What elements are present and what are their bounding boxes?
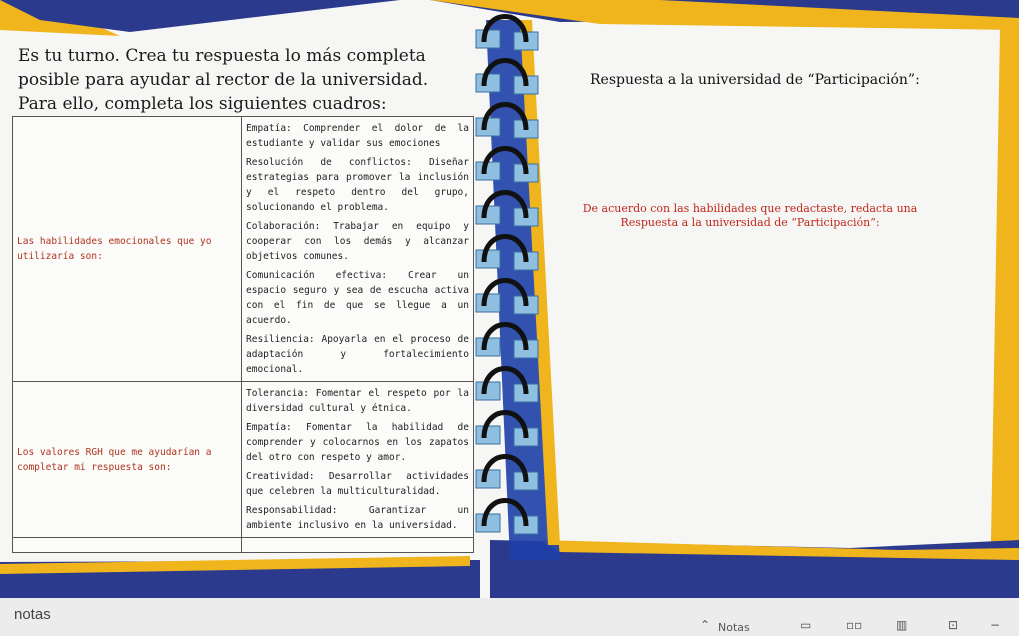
empty-cell[interactable] <box>13 538 242 553</box>
binder-ring <box>476 281 538 315</box>
binder-ring <box>476 413 538 447</box>
status-bar <box>0 598 1019 636</box>
list-item: Resolución de conflictos: Diseñar estrategias para promover la inclusión y el respeto dentro del grupo, solucionando el problema. <box>246 157 469 213</box>
values-question-cell: Los valores RGH que me ayudarían a completar mi respuesta son: <box>13 382 242 538</box>
list-item: Colaboración: Trabajar en equipo y cooperar con los demás y alcanzar objetivos comunes. <box>246 221 469 262</box>
binder-ring <box>476 237 538 271</box>
chevron-up-icon[interactable]: ⌃ <box>700 618 711 632</box>
table-row <box>13 382 474 538</box>
reading-view-icon[interactable]: ▥ <box>896 618 908 632</box>
list-item: Responsabilidad: Garantizar un ambiente inclusivo en la universidad. <box>246 505 469 531</box>
binder-ring <box>476 105 538 139</box>
binder-ring <box>476 61 538 95</box>
binder-ring <box>476 501 538 535</box>
list-item: Tolerancia: Fomentar el respeto por la diversidad cultural y étnica. <box>246 388 469 414</box>
notes-pane-label[interactable]: notas <box>14 606 51 623</box>
list-item: Empatía: Comprender el dolor de la estudiante y validar sus emociones <box>246 123 469 149</box>
binder-ring <box>476 457 538 491</box>
table-row <box>13 117 474 382</box>
skills-question-cell: Las habilidades emocionales que yo utilizaría son: <box>13 117 242 382</box>
binder-ring <box>476 193 538 227</box>
binder-ring <box>476 17 538 51</box>
empty-cell[interactable] <box>242 538 474 553</box>
binder-rings <box>470 0 560 560</box>
binder-ring <box>476 325 538 359</box>
gold-band-right <box>990 25 1019 598</box>
binder-ring <box>476 149 538 183</box>
notes-button[interactable]: Notas <box>718 621 750 634</box>
list-item: Resiliencia: Apoyarla en el proceso de adaptación y fortalecimiento emocional. <box>246 334 469 375</box>
table-row <box>13 538 474 553</box>
list-item: Comunicación efectiva: Crear un espacio seguro y sea de escucha activa con el fin de que se llegue a un acuerdo. <box>246 270 469 326</box>
response-title: Respuesta a la universidad de “Participación”: <box>590 72 920 88</box>
slide-sorter-icon[interactable]: ▫▫ <box>846 618 863 632</box>
list-item: Empatía: Fomentar la habilidad de comprender y colocarnos en los zapatos del otro con respeto y amor. <box>246 422 469 463</box>
response-instruction[interactable]: De acuerdo con las habilidades que redactaste, redacta una Respuesta a la universidad de “Participación”: <box>582 202 918 229</box>
comment-icon[interactable]: ▭ <box>800 618 812 632</box>
presenter-view-icon[interactable]: ⊡ <box>948 618 959 632</box>
skills-answer-cell[interactable] <box>242 117 474 382</box>
prompt-text: Es tu turno. Crea tu respuesta lo más completa posible para ayudar al rector de la universidad. Para ello, completa los siguientes cuadros: <box>18 46 429 114</box>
zoom-minus-icon[interactable]: − <box>990 618 1001 632</box>
activity-table <box>12 116 474 553</box>
binder-ring <box>476 369 538 403</box>
values-answer-cell[interactable] <box>242 382 474 538</box>
list-item: Creatividad: Desarrollar actividades que celebren la multiculturalidad. <box>246 471 469 497</box>
